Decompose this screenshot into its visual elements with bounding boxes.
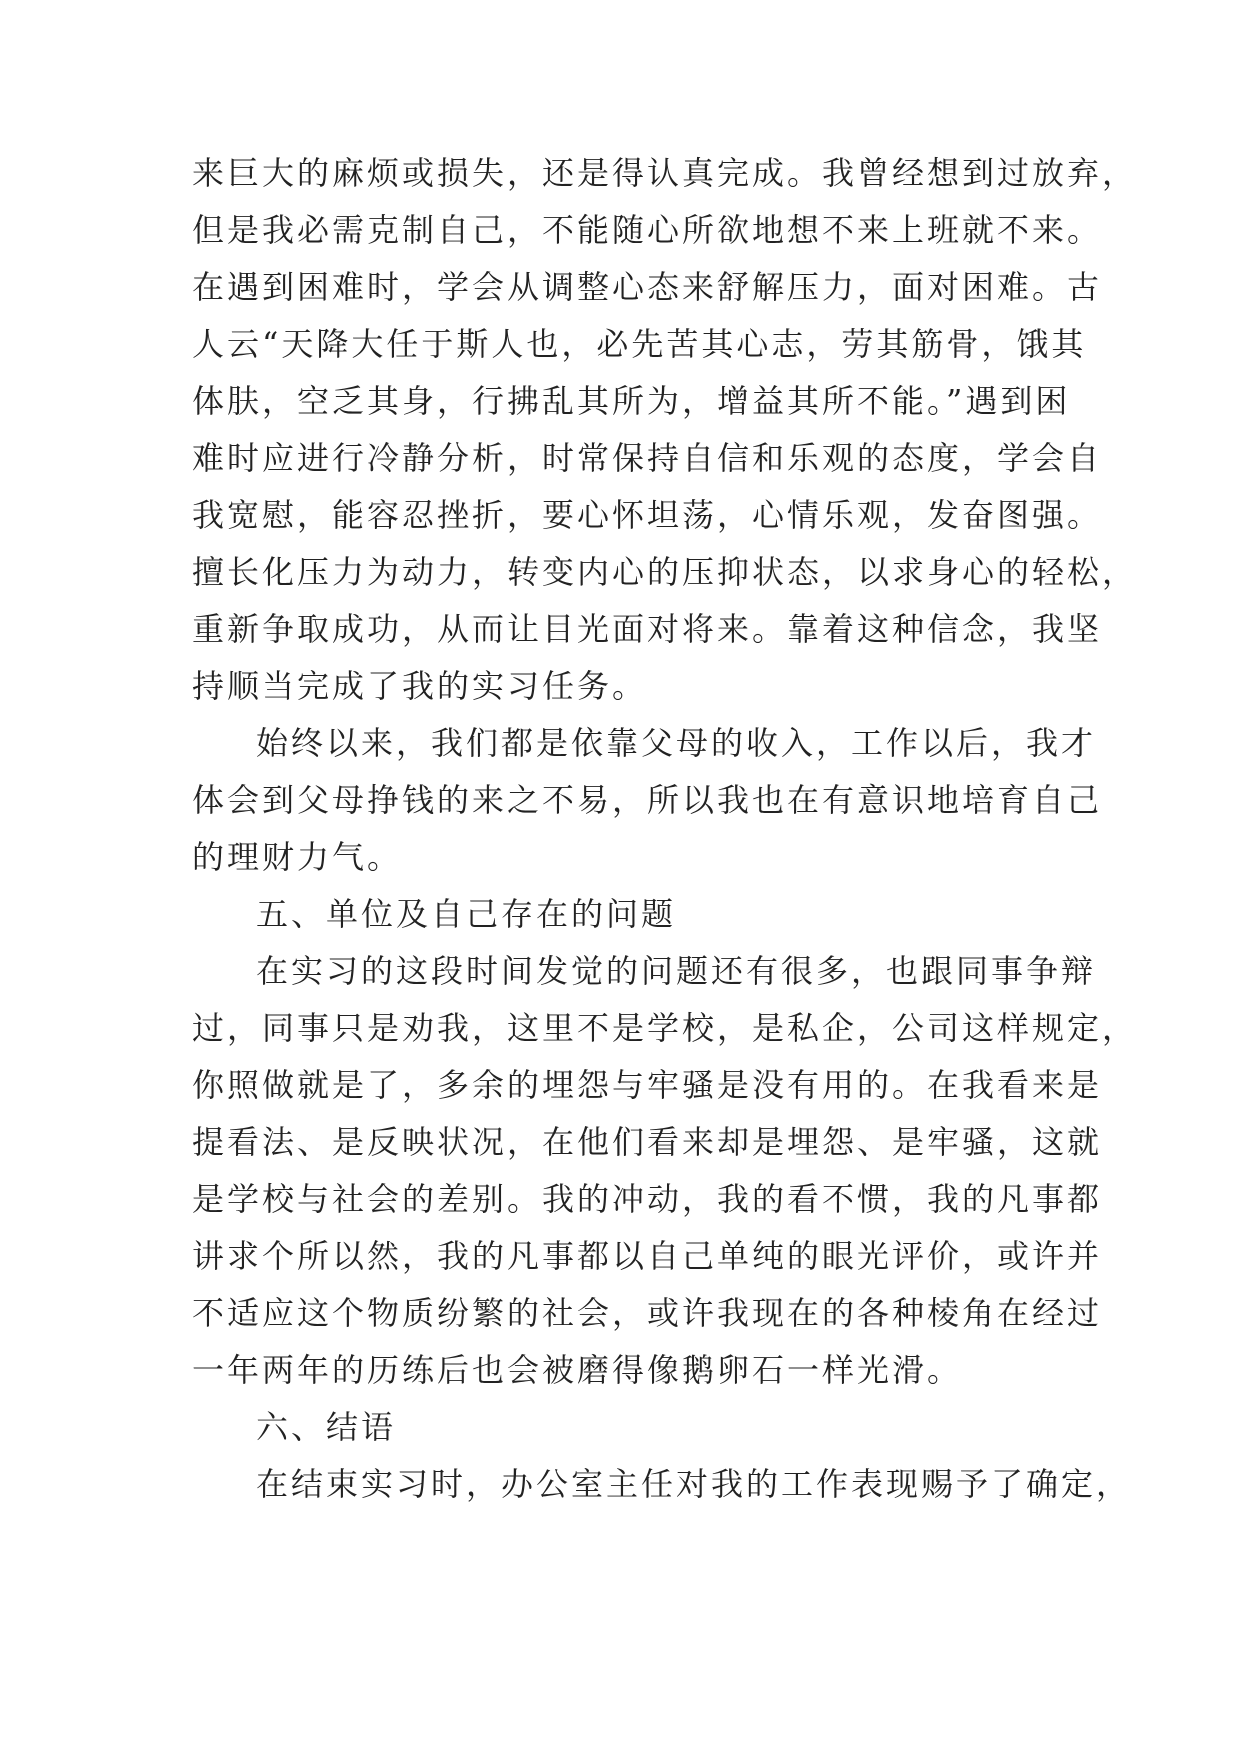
text-line: 不适应这个物质纷繁的社会，或许我现在的各种棱角在经过 (192, 1294, 1103, 1332)
text-line: 体会到父母挣钱的来之不易，所以我也在有意识地培育自己 (192, 781, 1103, 819)
text-line: 但是我必需克制自己，不能随心所欲地想不来上班就不来。 (192, 211, 1103, 249)
text-line: 你照做就是了，多余的埋怨与牢骚是没有用的。在我看来是 (192, 1066, 1103, 1104)
text-line: 擅长化压力为动力，转变内心的压抑状态，以求身心的轻松， (192, 553, 1138, 591)
section-heading: 六、结语 (256, 1408, 397, 1446)
paragraph-first-line: 在实习的这段时间发觉的问题还有很多，也跟同事争辩 (256, 952, 1097, 990)
text-line: 持顺当完成了我的实习任务。 (192, 667, 648, 705)
text-line: 难时应进行冷静分析，时常保持自信和乐观的态度，学会自 (192, 439, 1103, 477)
text-line: 我宽慰，能容忍挫折，要心怀坦荡，心情乐观，发奋图强。 (192, 496, 1103, 534)
paragraph-first-line: 在结束实习时，办公室主任对我的工作表现赐予了确定， (256, 1465, 1132, 1503)
text-line: 体肤，空乏其身，行拂乱其所为，增益其所不能。”遇到困 (192, 382, 1071, 420)
text-line: 在遇到困难时，学会从调整心态来舒解压力，面对困难。古 (192, 268, 1103, 306)
text-line: 过，同事只是劝我，这里不是学校，是私企，公司这样规定， (192, 1009, 1138, 1047)
text-line: 是学校与社会的差别。我的冲动，我的看不惯，我的凡事都 (192, 1180, 1103, 1218)
text-line: 人云“天降大任于斯人也，必先苦其心志，劳其筋骨，饿其 (192, 325, 1087, 363)
text-line: 的理财力气。 (192, 838, 403, 876)
text-line: 讲求个所以然，我的凡事都以自己单纯的眼光评价，或许并 (192, 1237, 1103, 1275)
text-line: 来巨大的麻烦或损失，还是得认真完成。我曾经想到过放弃， (192, 154, 1138, 192)
text-line: 一年两年的历练后也会被磨得像鹅卵石一样光滑。 (192, 1351, 963, 1389)
paragraph-first-line: 始终以来，我们都是依靠父母的收入，工作以后，我才 (256, 724, 1097, 762)
text-line: 提看法、是反映状况，在他们看来却是埋怨、是牢骚，这就 (192, 1123, 1103, 1161)
section-heading: 五、单位及自己存在的问题 (256, 895, 677, 933)
text-line: 重新争取成功，从而让目光面对将来。靠着这种信念，我坚 (192, 610, 1103, 648)
